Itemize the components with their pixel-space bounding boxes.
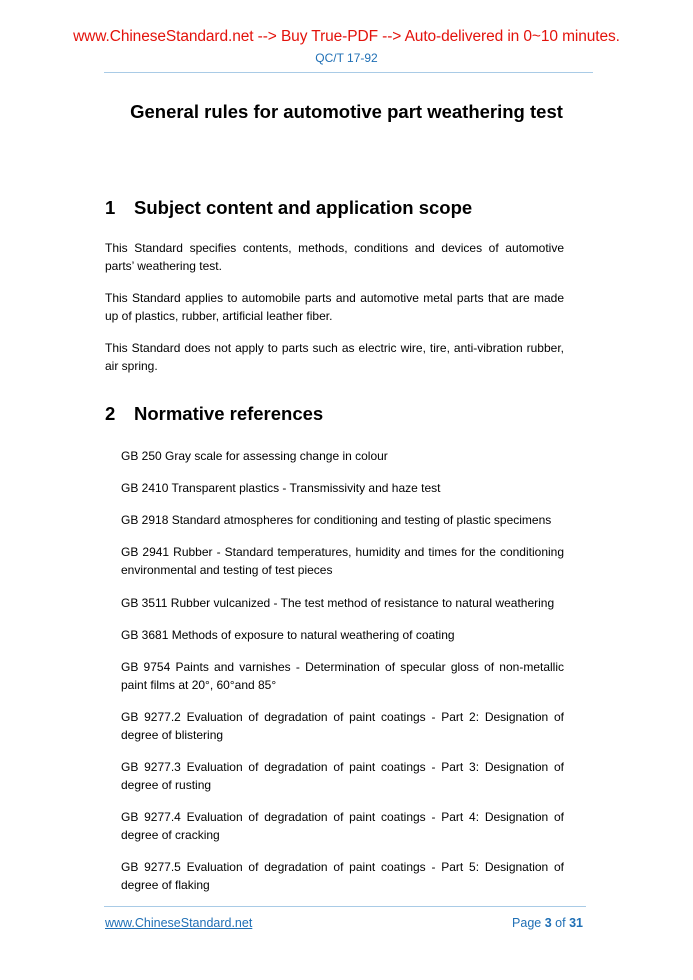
paragraph: This Standard specifies contents, methods, conditions and devices of automotive parts’ weathering test.	[105, 241, 564, 273]
reference-item: GB 9277.2 Evaluation of degradation of paint coatings - Part 2: Designation of degree of blistering	[121, 710, 564, 742]
footer-divider	[104, 906, 586, 907]
reference-item: GB 2918 Standard atmospheres for conditioning and testing of plastic specimens	[121, 513, 552, 527]
footer-website-link[interactable]: www.ChineseStandard.net	[105, 916, 253, 930]
reference-item: GB 9277.5 Evaluation of degradation of paint coatings - Part 5: Designation of degree of flaking	[121, 860, 564, 892]
paragraph: This Standard applies to automobile parts and automotive metal parts that are made up of plastics, rubber, artificial leather fiber.	[105, 291, 564, 323]
reference-item: GB 9754 Paints and varnishes - Determination of specular gloss of non-metallic paint films at 20°, 60°and 85°	[121, 660, 564, 692]
document-code: QC/T 17-92	[315, 51, 378, 65]
page-prefix: Page	[512, 916, 542, 930]
page-total: 31	[569, 916, 583, 930]
reference-item: GB 3511 Rubber vulcanized - The test method of resistance to natural weathering	[121, 596, 555, 610]
section-heading-2	[105, 403, 323, 425]
document-title: General rules for automotive part weathering test	[130, 101, 563, 122]
page-current: 3	[544, 916, 552, 930]
reference-item: GB 3681 Methods of exposure to natural weathering of coating	[121, 628, 455, 642]
page-indicator	[512, 916, 583, 930]
promo-banner[interactable]: www.ChineseStandard.net --> Buy True-PDF --> Auto-delivered in 0~10 minutes.	[73, 28, 620, 45]
reference-item: GB 2941 Rubber - Standard temperatures, humidity and times for the conditioning environmental and testing of test pieces	[121, 545, 564, 577]
reference-item: GB 250 Gray scale for assessing change in colour	[121, 449, 388, 463]
section-heading-1	[105, 197, 472, 219]
header-divider	[104, 72, 593, 73]
section-title: Subject content and application scope	[134, 197, 473, 218]
page-of: of	[555, 916, 566, 930]
reference-item: GB 9277.4 Evaluation of degradation of paint coatings - Part 4: Designation of degree of cracking	[121, 810, 564, 842]
section-number: 1	[105, 197, 116, 218]
reference-item: GB 9277.3 Evaluation of degradation of paint coatings - Part 3: Designation of degree of rusting	[121, 760, 564, 792]
reference-item: GB 2410 Transparent plastics - Transmissivity and haze test	[121, 481, 441, 495]
section-title: Normative references	[134, 403, 324, 424]
paragraph: This Standard does not apply to parts such as electric wire, tire, anti-vibration rubber, air spring.	[105, 341, 564, 373]
section-number: 2	[105, 403, 116, 424]
